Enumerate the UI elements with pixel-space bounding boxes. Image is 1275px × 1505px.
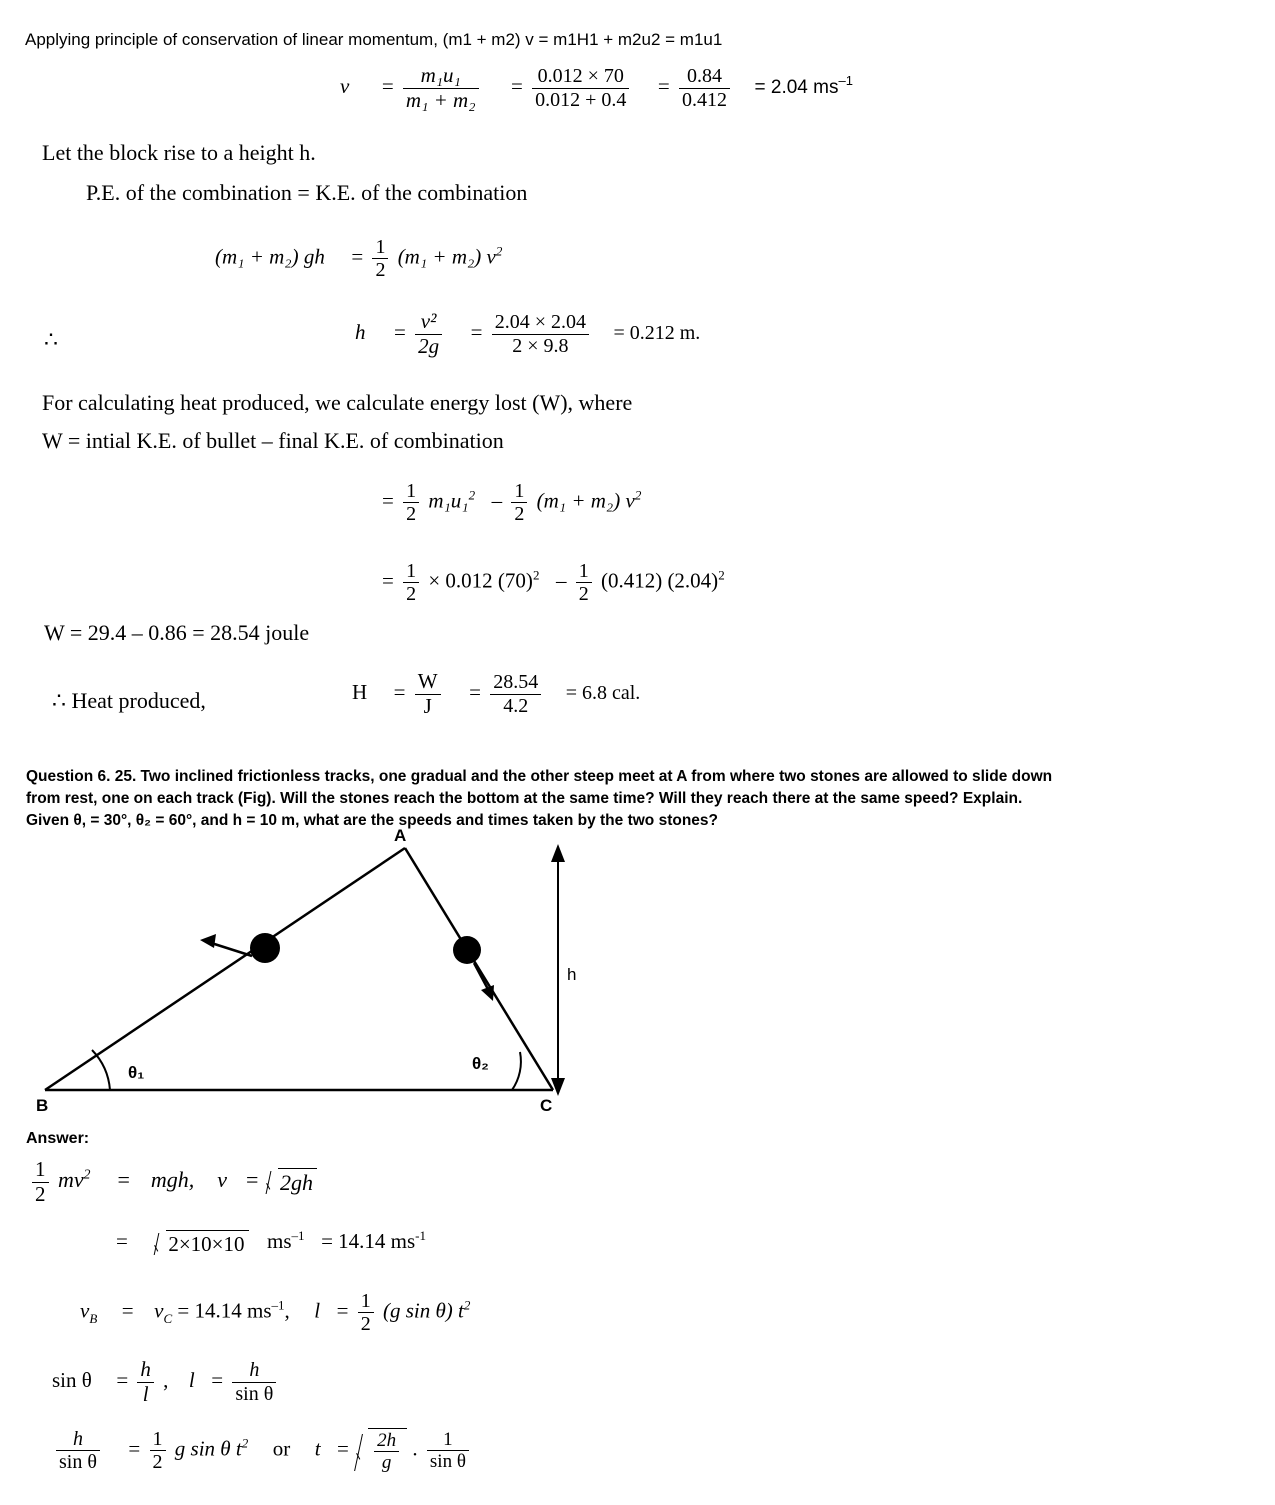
- equation-time: [52, 1428, 473, 1474]
- eq1-equals: =: [381, 73, 394, 98]
- eq7-body: mv: [58, 1167, 84, 1193]
- eq7-equals-2: =: [246, 1167, 259, 1193]
- eq6-result: = 6.8 cal.: [565, 681, 641, 704]
- eq7-sqrt: [264, 1168, 317, 1196]
- eq10-equals-2: =: [211, 1367, 224, 1392]
- gradual-track-line: [45, 848, 405, 1090]
- eq2-half-num: 1: [372, 236, 388, 259]
- eq4-minus: –: [491, 488, 503, 513]
- question-line-1: Question 6. 25. Two inclined frictionless tracks, one gradual and the other steep meet at A from where two stones are allowed to slide down: [26, 768, 1053, 785]
- figure-label-a: A: [394, 826, 407, 845]
- eq1-frac1-den: m₁ + m₂: [405, 87, 476, 112]
- eq3-lhs: h: [355, 319, 366, 344]
- eq7-v-symbol: v: [217, 1167, 228, 1193]
- eq11-sqrt-den: g: [381, 1452, 392, 1474]
- eq1-frac3-num: 0.84: [679, 65, 730, 88]
- eq11-half-den: 2: [152, 1451, 163, 1474]
- eq6-frac2-num: 28.54: [490, 671, 541, 694]
- figure-label-theta2: θ₂: [472, 1054, 489, 1073]
- eq8-sqrt-body: 2×10×10: [166, 1230, 248, 1257]
- height-arrow-head-top: [551, 844, 565, 862]
- eq3-equals-2: =: [470, 319, 483, 344]
- eq11-frac1-num: h: [56, 1428, 100, 1451]
- eq1-frac1-num: m₁u₁: [403, 64, 479, 89]
- eq1-frac3-den: 0.412: [682, 88, 727, 111]
- eq9-l-symbol: l: [314, 1298, 321, 1323]
- eq7-half-num: 1: [32, 1158, 49, 1183]
- eq3-frac2-num: 2.04 × 2.04: [492, 311, 589, 334]
- eq8-result: = 14.14 ms: [321, 1229, 416, 1253]
- eq5-t2-den: 2: [578, 583, 589, 606]
- question-line-2: from rest, one on each track (Fig). Will the stones reach the bottom at the same time? Will they reach there at the same speed? Explain.: [26, 790, 1023, 807]
- eq5-t2-exponent: 2: [718, 567, 725, 583]
- eq5-t1-den: 2: [406, 583, 417, 606]
- eq11-or: or: [272, 1436, 291, 1461]
- line-heat-intro: For calculating heat produced, we calculate energy lost (W), where: [42, 390, 633, 415]
- equation-energy-lost: [382, 480, 641, 526]
- eq3-result: = 0.212 m.: [613, 321, 701, 344]
- eq7-body-exponent: 2: [83, 1166, 91, 1182]
- eq10-l-symbol: l: [188, 1367, 195, 1392]
- intro-line: Applying principle of conservation of linear momentum, (m1 + m2) v = m1H1 + m2u2 = m1u1: [25, 30, 723, 49]
- eq11-sqrt-num: 2h: [374, 1430, 399, 1452]
- eq1-result-exponent: –1: [838, 72, 853, 88]
- equation-vb-vc: [80, 1290, 470, 1336]
- figure-label-b: B: [36, 1096, 49, 1115]
- eq1-equals-2: =: [511, 73, 523, 98]
- eq9-vc: v: [154, 1298, 164, 1323]
- eq8-sqrt: [152, 1230, 248, 1257]
- eq7-half-den: 2: [35, 1181, 46, 1206]
- eq9-rhs: (g sin θ) t: [382, 1298, 464, 1323]
- eq2-lhs: (m₁ + m₂) gh: [215, 244, 325, 269]
- eq6-frac1-num: W: [415, 670, 441, 695]
- eq2-rhs-exponent: 2: [495, 243, 503, 259]
- eq7-sqrt-body: 2gh: [278, 1168, 317, 1196]
- eq5-equals: =: [382, 568, 394, 593]
- eq9-comma: ,: [284, 1298, 290, 1323]
- eq9-value: = 14.14 ms: [177, 1298, 272, 1323]
- eq6-equals: =: [393, 679, 406, 704]
- equation-sin-theta: [52, 1358, 280, 1406]
- eq11-t-symbol: t: [314, 1436, 321, 1461]
- therefore-symbol-h: ∴: [44, 327, 58, 352]
- eq9-vb: v: [80, 1298, 90, 1323]
- eq1-equals-3: =: [657, 73, 670, 98]
- eq8-unit: ms: [267, 1229, 292, 1253]
- eq11-frac1-den: sin θ: [59, 1451, 97, 1474]
- eq9-value-exponent: –1: [271, 1297, 285, 1313]
- eq11-sqrt: [354, 1428, 407, 1474]
- figure-svg: [0, 838, 640, 1118]
- eq6-equals-2: =: [469, 679, 481, 704]
- eq10-comma: ,: [163, 1367, 169, 1392]
- eq11-equals: =: [128, 1436, 141, 1461]
- arrow-gradual-head: [200, 934, 216, 948]
- eq4-t2-exponent: 2: [634, 487, 642, 503]
- eq2-equals: =: [351, 244, 364, 269]
- eq4-t1-body: m₁u₁: [428, 488, 469, 513]
- eq10-frac1-num: h: [137, 1358, 154, 1383]
- inclined-tracks-figure: [0, 826, 640, 1118]
- equation-h: [355, 310, 700, 358]
- eq1-frac2-den: 0.012 + 0.4: [535, 88, 627, 111]
- eq11-dot: .: [412, 1436, 418, 1461]
- eq11-frac3-num: 1: [427, 1429, 469, 1451]
- eq3-frac1-den: 2g: [418, 333, 440, 358]
- equation-pe-ke: [215, 236, 502, 282]
- eq3-frac2-den: 2 × 9.8: [512, 334, 569, 357]
- eq4-t1-exponent: 2: [468, 487, 476, 503]
- equation-energy-numbers: [382, 560, 725, 606]
- eq9-equals-2: =: [336, 1298, 349, 1323]
- eq5-t2-body: (0.412) (2.04): [600, 568, 719, 593]
- eq6-lhs: H: [352, 679, 368, 704]
- eq5-t1-num: 1: [403, 560, 419, 583]
- eq5-minus: –: [555, 568, 567, 593]
- stone-gradual: [250, 933, 280, 963]
- eq4-equals: =: [382, 488, 394, 513]
- eq1-lhs: v: [340, 73, 350, 98]
- eq2-rhs: (m₁ + m₂) v: [397, 244, 496, 269]
- eq3-equals: =: [394, 319, 406, 344]
- stone-steep: [453, 936, 481, 964]
- eq5-t1-exponent: 2: [532, 567, 540, 583]
- eq7-rhs: mgh,: [150, 1167, 195, 1193]
- angle2-arc: [512, 1052, 521, 1090]
- eq11-frac3-den: sin θ: [429, 1451, 466, 1473]
- eq4-t1-num: 1: [403, 480, 419, 503]
- eq10-frac2-den: sin θ: [235, 1382, 274, 1405]
- eq4-t2-den: 2: [514, 503, 525, 526]
- equation-v: [340, 64, 853, 112]
- eq9-vb-subscript: B: [89, 1310, 98, 1326]
- eq9-equals: =: [121, 1298, 134, 1323]
- eq9-rhs-exponent: 2: [463, 1297, 471, 1313]
- answer-label: Answer:: [26, 1130, 90, 1147]
- eq3-frac1-num: v²: [415, 310, 442, 335]
- eq5-t2-num: 1: [576, 560, 592, 583]
- eq10-frac2-num: h: [232, 1359, 276, 1382]
- line-heat-w: W = intial K.E. of bullet – final K.E. of combination: [42, 428, 504, 453]
- eq11-sqrt-content: [368, 1428, 407, 1474]
- eq9-vc-subscript: C: [163, 1310, 173, 1326]
- eq1-frac2-num: 0.012 × 70: [532, 65, 629, 88]
- eq11-half-num: 1: [150, 1428, 166, 1451]
- line-pe-ke: P.E. of the combination = K.E. of the combination: [86, 180, 528, 205]
- eq9-half-den: 2: [360, 1313, 371, 1336]
- eq11-body-exponent: 2: [241, 1435, 249, 1451]
- height-arrow-head-bottom: [551, 1078, 565, 1096]
- eq11-equals-2: =: [337, 1436, 349, 1461]
- eq6-frac2-den: 4.2: [503, 694, 529, 717]
- eq7-equals: =: [117, 1167, 130, 1193]
- equation-speed-value: [116, 1228, 426, 1257]
- line-w-value: W = 29.4 – 0.86 = 28.54 joule: [44, 620, 310, 645]
- equation-kinetic-energy: [28, 1158, 317, 1206]
- eq4-t2-num: 1: [511, 480, 527, 503]
- figure-label-h: h: [567, 965, 577, 984]
- eq1-result: = 2.04 ms: [754, 76, 839, 98]
- eq6-frac1-den: J: [423, 693, 432, 718]
- eq10-equals: =: [116, 1367, 129, 1392]
- eq8-equals: =: [116, 1229, 128, 1253]
- eq4-t1-den: 2: [406, 503, 417, 526]
- eq11-body: g sin θ t: [174, 1436, 242, 1461]
- line-heat-produced: ∴ Heat produced,: [52, 688, 206, 713]
- eq5-t1-body: × 0.012 (70): [428, 568, 533, 593]
- eq10-frac1-den: l: [142, 1381, 149, 1406]
- eq10-lhs: sin θ: [52, 1367, 92, 1392]
- eq2-half-den: 2: [375, 259, 386, 282]
- eq4-t2-body: (m₁ + m₂) v: [536, 488, 635, 513]
- line-block-rise: Let the block rise to a height h.: [42, 140, 316, 165]
- figure-label-theta1: θ₁: [128, 1063, 145, 1082]
- eq9-half-num: 1: [358, 1290, 374, 1313]
- figure-label-c: C: [540, 1096, 553, 1115]
- equation-heat: [352, 670, 640, 718]
- eq8-result-exponent: -1: [415, 1228, 427, 1243]
- question-line-3: Given θ, = 30°, θ₂ = 60°, and h = 10 m, what are the speeds and times taken by the two stones?: [26, 812, 718, 829]
- eq8-unit-exponent: –1: [291, 1228, 305, 1243]
